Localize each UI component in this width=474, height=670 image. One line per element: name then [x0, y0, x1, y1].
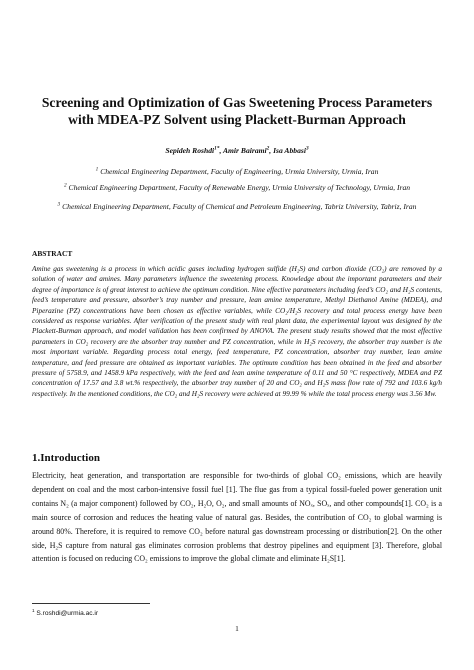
footnote: [32, 607, 99, 617]
affiliation: [38, 202, 436, 213]
footnote-email: S.roshdi@urmia.ac.ir: [36, 610, 99, 617]
footnote-mark: 1: [32, 607, 35, 613]
author-sup: 2: [266, 145, 270, 152]
affiliation-sup: 1: [95, 166, 99, 173]
affiliation: [38, 183, 436, 194]
affiliation-sup: 3: [57, 201, 61, 208]
paper-title: Screening and Optimization of Gas Sweetening Process Parameters with MDEA-PZ Solvent using Plackett-Burman Approach: [41, 95, 433, 127]
affiliation-text: Chemical Engineering Department, Faculty of Engineering, Urmia University, Urmia, Iran: [100, 167, 379, 176]
author-name: Isa Abbasi: [273, 146, 306, 155]
author-sup: 1*: [214, 145, 220, 152]
author-name: Sepideh Roshdi: [165, 146, 215, 155]
author-sup: 3: [305, 145, 309, 152]
affiliation-text: Chemical Engineering Department, Faculty of Renewable Energy, Urmia University of Technology, Urmia, Iran: [68, 183, 411, 192]
intro-paragraph: Electricity, heat generation, and transportation are responsible for two-thirds of global CO₂ emissions, which are heavily dependent on coal and the most carbon-intensive fossil fuel [1]. The flue gas from a typical fossil-fueled power generation unit contains N₂ (a major component) followed by CO₂, H₂O, O₂, and small amounts of NOₓ, SOₓ, and other compounds[1]. CO₂ is a main source of corrosion and reduces the heating value of natural gas. Besides, the contribution of CO₂ to global warming is around 80%. Therefore, it is required to remove CO₂ before natural gas downstream processing or distribution[2]. On the other side, H₂S capture from natural gas eliminates corrosion problems that destroy pipelines and equipment [3]. Therefore, global attention is focused on reducing CO₂ emissions to improve the global climate and eliminate H₂S[1].: [32, 471, 442, 564]
affiliation-text: Chemical Engineering Department, Faculty of Chemical and Petroleum Engineering, Tabriz University, Tabriz, Iran: [62, 202, 417, 211]
abstract-heading: ABSTRACT: [32, 249, 73, 258]
author-name: Amir Bairami: [222, 146, 267, 155]
author-list: Sepideh Roshdi$^{1*}$, Amir Bairami$^2$, Isa Abbasi$^3$: [165, 145, 309, 155]
footnote-divider: [32, 603, 150, 604]
affiliation-sup: 2: [63, 182, 67, 189]
abstract-text: Amine gas sweetening is a process in which acidic gases including hydrogen sulfide (H₂S) and carbon dioxide (CO₂) are removed by a solution of water and amines. Many parameters influence the sweetening process. Knowledge about the important parameters and their degree of importance is of great interest to achieve the optimum condition. Nine effective parameters including feed’s CO₂ and H₂S contents, feed’s temperature and pressure, absorber’s tray number and pressure, lean amine temperature, Methyl Diethanol Amine (MDEA), and Piperazine (PZ) concentrations have been chosen as effective variables, while CO₂/H₂S recovery and total process energy have been considered as response variables. After verification of the present study with real plant data, the experimental layout was designed by the Plackett-Burman approach, and model validation has been confirmed by ANOVA. The present study results showed that the most effective parameters in CO₂ recovery are the absorber tray number and PZ concentration, while in H₂S recovery, the absorber tray number is the most important variable. Regarding process total energy, feed temperature, PZ concentration, absorber tray number, lean amine temperature, and feed pressure are obtained as important variables. The optimum condition has been obtained in the feed and absorber pressure of 5758.9, and 1458.9 kPa respectively, with the feed and lean amine temperature of 0.11 and 50 °C respectively, MDEA and PZ concentration of 17.57 and 3.8 wt.% respectively, the absorber tray number of 20 and CO₂ and H₂S mass flow rate of 792 and 103.6 kg/h respectively. In the mentioned conditions, the CO₂ and H₂S recovery were achieved at 99.99 % while the total process energy was 3.56 Mw.: [32, 265, 442, 398]
section-heading: 1.Introduction: [32, 452, 100, 464]
page-number: 1: [235, 624, 239, 633]
affiliation: [38, 167, 436, 178]
